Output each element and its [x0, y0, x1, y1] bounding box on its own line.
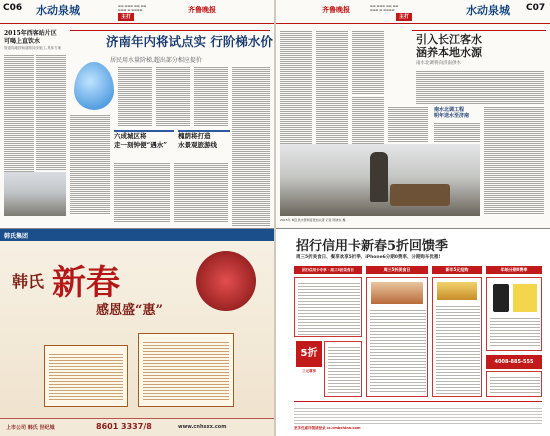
- ad-col-header-4: 年纸分期0费率: [486, 266, 542, 274]
- lantern-decoration: [196, 251, 256, 311]
- subhead-box-2: [178, 130, 230, 158]
- ad-footer-text: 更多优惠详情请登录 cc.cmbchina.com: [294, 426, 361, 430]
- article-text-col: [70, 114, 110, 214]
- ad-phone: 8601 3337/8: [96, 422, 152, 431]
- masthead-left: [0, 0, 274, 24]
- subhead-1-line-2: 走一刻钟便“遇水”: [114, 141, 167, 149]
- cmb-ad: [276, 228, 550, 436]
- right-page: [276, 0, 550, 436]
- ad-hotline: 4008-885-555: [486, 355, 542, 369]
- lede-title-2: 可喝上直饮水: [4, 38, 41, 45]
- subhead-1-line-1: 六成城区将: [114, 132, 147, 140]
- ad-footer-brand: 上市公司 韩氏 世纪城: [6, 425, 55, 431]
- subhead-2-line-2: 水景观旅游线: [178, 141, 217, 149]
- machinery: [390, 184, 450, 206]
- ad-panel-1: [294, 277, 362, 337]
- ad-url: www.cnhsxx.com: [178, 424, 227, 430]
- main-deck: 居民用水量阶梯,超出部分相应提价: [110, 57, 202, 64]
- gift-image: [513, 284, 537, 312]
- page-number: C07: [526, 3, 546, 13]
- ad-col-header-3: 新年5元抢购: [432, 266, 482, 274]
- worker-figure: [370, 152, 388, 202]
- article-text-col: [174, 162, 228, 222]
- ad-panel-2: [366, 277, 428, 397]
- section-logo: 水动泉城: [466, 4, 510, 17]
- main-headline-2: 涵养本地水源: [416, 46, 482, 59]
- subhead-box-1: [114, 130, 174, 158]
- ad-title-3: 感恩盛“惠”: [96, 303, 163, 318]
- paper-logo: 齐鲁晚报: [188, 5, 216, 14]
- main-headline: 济南年内将试点实 行阶梯水价: [106, 34, 273, 49]
- headline-rule: [412, 30, 546, 31]
- section-logo: 水动泉城: [36, 4, 80, 17]
- article-text-col: [232, 66, 270, 226]
- ad-discount-label: 三元尊享: [302, 369, 316, 373]
- lede-title: 2015年西客站片区: [4, 30, 57, 37]
- main-headline: 引入长江客水: [416, 33, 482, 46]
- subhead-2: 明年送水至济南: [434, 113, 470, 119]
- subhead-1: 南水北调工程: [434, 107, 465, 113]
- section-brand: 动泉城: [47, 4, 80, 17]
- photo-caption: 2015年 城区供水管网将更加完善 记者 陈晓东 摄: [280, 218, 346, 222]
- ad-title-2: 新春: [52, 263, 120, 303]
- ad-subtitle: 周三5折美食日、餐享欢享5折季、iPhone6分期0费率、分期购车优惠!: [296, 255, 441, 260]
- ad-panel-1b: [324, 341, 362, 397]
- ad-discount-badge: 5折: [296, 341, 322, 367]
- section-badge: 主打: [396, 13, 412, 21]
- ad-footer: [0, 418, 274, 436]
- article-text-col: [194, 66, 228, 126]
- masthead-info: ▬▬ ▬▬▬ ▬▬ ▬▬ ▬▬▬ ▬ ▬▬▬▬: [118, 4, 147, 12]
- masthead-right: [276, 0, 550, 24]
- main-deck: 南水北调将向济南供水: [416, 61, 461, 66]
- ad-footer: [294, 401, 542, 431]
- ad-title: 招行信用卡新春5折回馈季: [296, 239, 449, 254]
- article-text-col: [118, 66, 152, 126]
- headline-rule: [70, 30, 270, 31]
- water-drop-icon: [74, 62, 114, 110]
- ad-panel-3: [432, 277, 482, 397]
- article-text-block: [416, 70, 544, 104]
- article-text-col: [352, 30, 384, 94]
- lede-deck: 管道同地铁和道路同步施工,具体方案: [4, 46, 62, 50]
- product-photo: [437, 282, 477, 300]
- ad-info-box-2: [138, 333, 234, 407]
- hanshi-ad: [0, 228, 274, 436]
- subhead-2-line-1: 槐荫将打造: [178, 132, 211, 140]
- food-photo: [371, 282, 423, 304]
- ad-title-1: 韩氏: [12, 272, 45, 291]
- phone-image: [493, 284, 509, 312]
- article-text-col: [36, 54, 66, 170]
- page-number: C06: [3, 3, 23, 13]
- paper-logo: 齐鲁晚报: [322, 5, 350, 14]
- article-text-col: [114, 162, 170, 222]
- ad-panel-5: [486, 371, 542, 397]
- article-text-col: [484, 106, 544, 214]
- left-page: [0, 0, 274, 436]
- article-text-col: [434, 122, 480, 142]
- ad-header-bar: [0, 229, 274, 241]
- article-text-col: [156, 66, 190, 126]
- worker-photo: [280, 144, 480, 216]
- ad-company: 韩氏集团: [4, 233, 29, 240]
- ad-col-header-1: 招行信用卡专享 · 周三5折美食日: [294, 266, 362, 274]
- masthead-info: ▬▬ ▬▬▬ ▬▬ ▬▬ ▬▬▬ ▬ ▬▬▬▬: [370, 4, 399, 12]
- lede-story: [4, 30, 66, 51]
- section-brand: 动泉城: [477, 4, 510, 17]
- factory-photo: [4, 172, 66, 216]
- ad-info-box-1: [44, 345, 128, 407]
- ad-panel-4: [486, 277, 542, 351]
- article-text-col: [388, 106, 428, 142]
- ad-col-header-2: 周三5折美食日: [366, 266, 428, 274]
- section-badge: 主打: [118, 13, 134, 21]
